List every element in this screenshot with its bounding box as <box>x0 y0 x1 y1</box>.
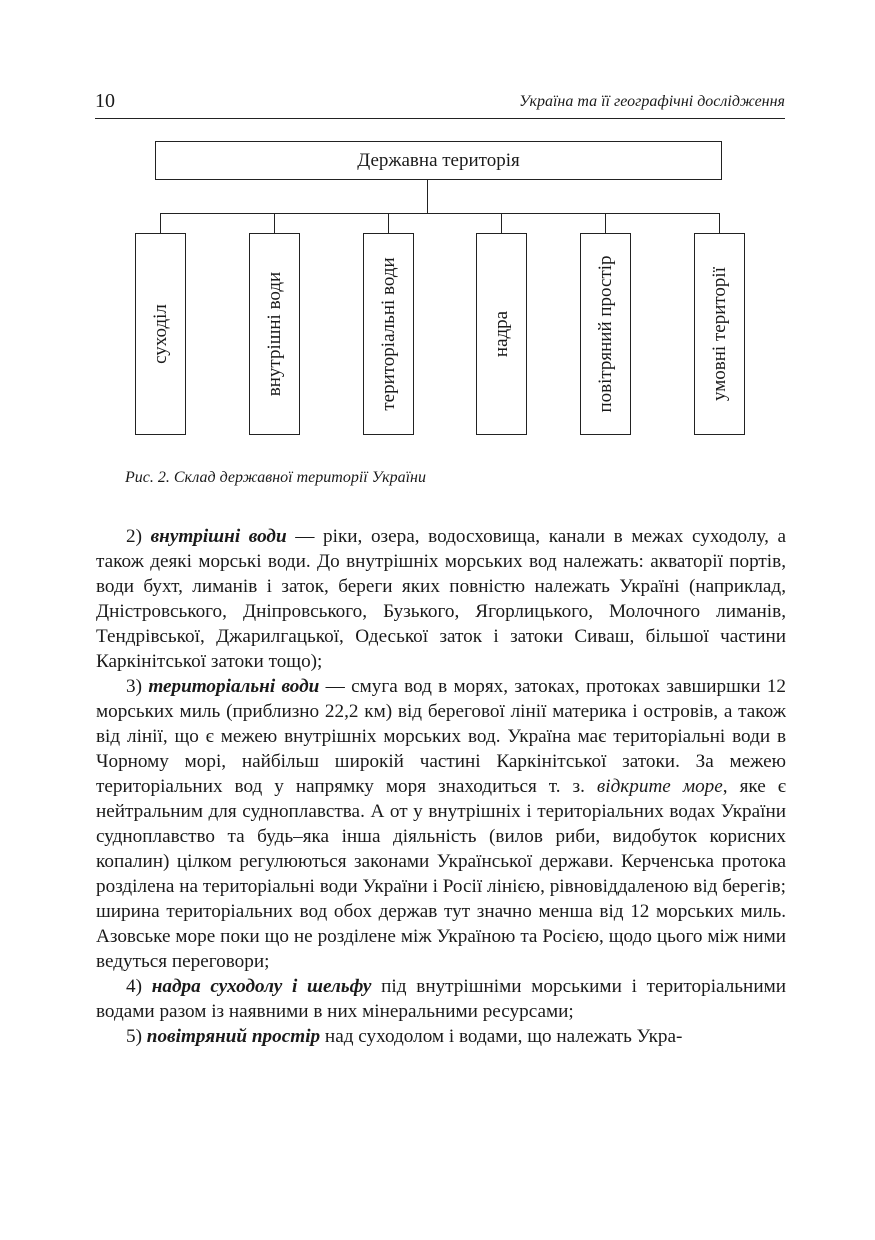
term: повітряний простір <box>146 1026 321 1047</box>
leaf-label: внутрішні води <box>263 271 285 397</box>
leaf-label: територіальні води <box>377 257 399 411</box>
italic-term: відкрите море <box>596 776 723 797</box>
connector-bus <box>160 213 719 214</box>
item-number: 3) <box>126 676 149 697</box>
diagram-leaf-inland-waters <box>249 233 300 435</box>
item-number: 2) <box>126 526 151 547</box>
connector-drop <box>274 213 275 233</box>
page-number: 10 <box>95 90 115 112</box>
figure-caption: Рис. 2. Склад державної території України <box>125 469 426 486</box>
diagram-root-box <box>155 141 722 180</box>
diagram-leaf-territorial-waters <box>363 233 414 435</box>
leaf-label: умовні території <box>708 267 730 401</box>
paragraph-airspace <box>96 1024 786 1049</box>
paragraph-text: — смуга вод в морях, затоках, протоках завширшки 12 морських миль (приблизно 22,2 км) від берегової лінії материка і островів, а також від лінії, що є межею внутрішніх морських вод. Україна має територіальні води в Чорному морі, найбільш широкій частині Каркінітської затоки. За межею територіальних вод у напрямку моря знаходиться т. з. <box>96 676 787 797</box>
diagram-leaf-airspace <box>580 233 631 435</box>
item-number: 5) <box>126 1026 147 1047</box>
diagram-leaf-conditional-territories <box>694 233 745 435</box>
body-text <box>96 524 786 1049</box>
running-title: Україна та її географічні дослідження <box>519 93 785 110</box>
connector-drop <box>388 213 389 233</box>
term: територіальні води <box>148 676 320 697</box>
diagram-root-label: Державна територія <box>357 149 520 171</box>
paragraph-text: , яке є нейтральним для судноплавства. А от у внутрішніх і територіальних водах України судноплавство та будь–яка інша діяльність (вилов риби, видобуток корисних копалин) цілком регулюються законами Української держави. Керченська протока розділена на територіальні води України і Росії лінією, рівновіддаленою від берегів; ширина територіальних вод обох держав тут значно менша від 12 морських миль. Азовське море поки що не розділене між Україною та Росією, щодо цього між ними ведуться переговори; <box>96 776 786 972</box>
paragraph-subsoil <box>96 974 786 1024</box>
connector-trunk <box>427 180 428 213</box>
leaf-label: повітряний простір <box>594 255 616 413</box>
connector-drop <box>605 213 606 233</box>
paragraph-inland-waters <box>96 524 786 674</box>
connector-drop <box>160 213 161 233</box>
term: внутрішні води <box>150 526 287 547</box>
diagram-leaf-land <box>135 233 186 435</box>
diagram-leaf-subsoil <box>476 233 527 435</box>
paragraph-text: над суходолом і водами, що належать Укра- <box>320 1026 683 1047</box>
paragraph-text: — ріки, озера, водосховища, канали в межах суходолу, а також деякі морські води. До внутрішніх морських вод належать: акваторії портів, води бухт, лиманів і заток, береги яких повністю належать Україні (наприклад, Дністровського, Дніпровського, Бузького, Ягорлицького, Молочного лиманів, Тендрівської, Джарилгацької, Одеської заток і затоки Сиваш, більшої частини Каркінітської затоки тощо); <box>96 526 786 672</box>
paragraph-territorial-waters <box>96 674 786 974</box>
leaf-label: суходіл <box>149 304 171 364</box>
item-number: 4) <box>126 976 152 997</box>
term: надра суходолу і шельфу <box>151 976 372 997</box>
connector-drop <box>719 213 720 233</box>
connector-drop <box>501 213 502 233</box>
paragraph-text: під внутрішніми морськими і територіальними водами разом із наявними в них мінеральними ресурсами; <box>96 976 786 1022</box>
state-territory-diagram <box>0 0 875 460</box>
leaf-label: надра <box>490 310 512 358</box>
